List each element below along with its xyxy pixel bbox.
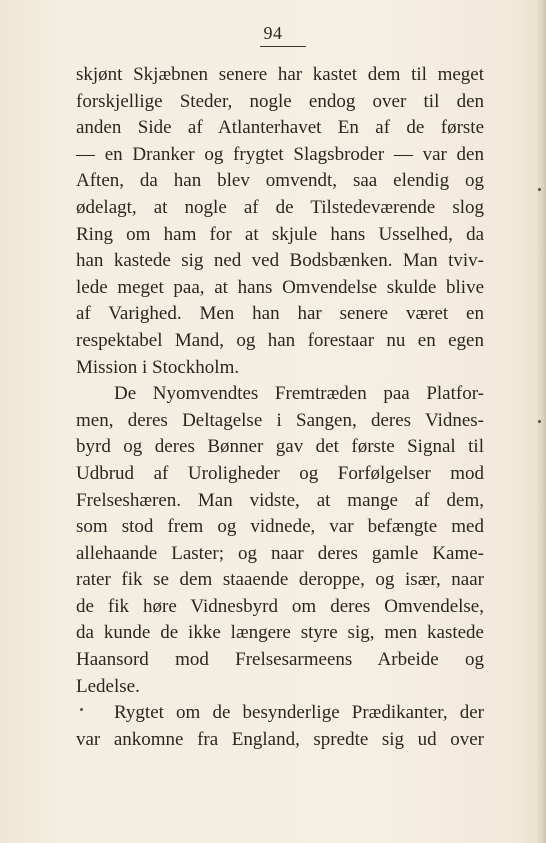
text-line-12: Mission i Stockholm.	[76, 356, 240, 378]
page-number: 94	[263, 23, 283, 43]
text-line-5: Aften, da han blev omvendt, saa elendig og	[76, 170, 484, 192]
text-line-2: forskjellige Steder, nogle endog over til den	[76, 90, 484, 112]
text-line-19: allehaande Laster; og naar deres gamle Kame-	[76, 542, 484, 564]
text-line-20: rater fik se dem staaende deroppe, og især, naar	[76, 569, 484, 591]
margin-speck	[538, 420, 541, 423]
text-line-25: Rygtet om de besynderlige Prædikanter, der	[114, 702, 484, 724]
text-line-10: af Varighed. Men han har senere været en	[76, 303, 484, 325]
text-line-8: han kastede sig ned ved Bodsbænken. Man tviv-	[76, 250, 484, 272]
text-line-4: — en Dranker og frygtet Slagsbroder — var den	[76, 143, 484, 165]
text-line-9: lede meget paa, at hans Omvendelse skulde blive	[76, 276, 484, 298]
body-text	[76, 62, 484, 753]
text-line-3: anden Side af Atlanterhavet En af de første	[76, 117, 484, 139]
text-line-26: var ankomne fra England, spredte sig ud over	[76, 728, 484, 750]
text-line-11: respektabel Mand, og han forestaar nu en egen	[76, 329, 484, 351]
text-line-16: Udbrud af Uroligheder og Forfølgelser mod	[76, 462, 484, 484]
text-line-15: byrd og deres Bønner gav det første Signal til	[76, 436, 484, 458]
text-line-18: som stod frem og vidnede, var befængte med	[76, 516, 484, 538]
ink-speck	[80, 708, 83, 711]
text-line-7: Ring om ham for at skjule hans Usselhed, da	[76, 223, 484, 245]
text-line-21: de fik høre Vidnesbyrd om deres Omvendelse,	[76, 595, 484, 617]
page-number-underline	[260, 46, 306, 47]
text-line-17: Frelseshæren. Man vidste, at mange af dem,	[76, 489, 484, 511]
margin-speck	[538, 188, 541, 191]
text-line-24: Ledelse.	[76, 675, 140, 697]
text-line-23: Haansord mod Frelsesarmeens Arbeide og	[76, 649, 484, 671]
text-line-14: men, deres Deltagelse i Sangen, deres Vidnes-	[76, 409, 484, 431]
text-line-1: skjønt Skjæbnen senere har kastet dem til meget	[76, 64, 484, 85]
text-line-13: De Nyomvendtes Fremtræden paa Platfor-	[114, 383, 484, 405]
text-line-6: ødelagt, at nogle af de Tilstedeværende slog	[76, 196, 484, 218]
text-line-22: da kunde de ikke længere styre sig, men kastede	[76, 622, 484, 644]
